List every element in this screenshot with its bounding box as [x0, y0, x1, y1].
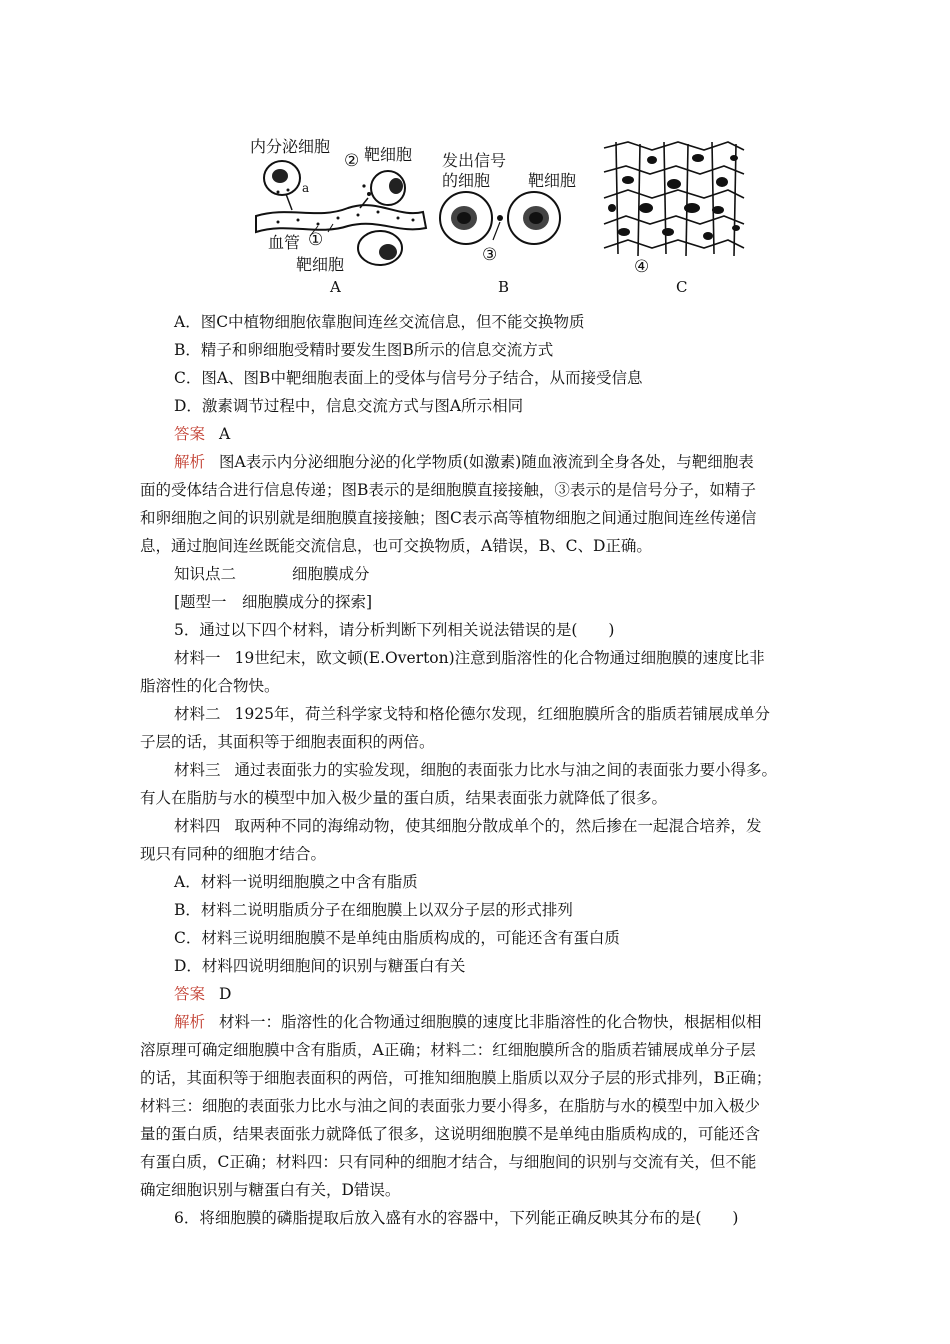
q4-answer-label: 答案	[174, 425, 206, 443]
knowledge-point-heading	[174, 564, 370, 584]
label-signal-a: a	[302, 181, 310, 195]
q5-option-b: B．材料二说明脂质分子在细胞膜上以双分子层的形式排列	[174, 901, 573, 919]
q5-material-1-line-1	[174, 648, 765, 668]
q5-material-4-line-1	[174, 816, 762, 836]
material-3-label: 材料三	[174, 761, 221, 779]
q5-analysis-line-3: 的话，其面积等于细胞表面积的两倍，可推知细胞膜上脂质以双分子层的形式排列，B正确；	[140, 1069, 772, 1087]
q5-analysis-line-6: 有蛋白质，C正确；材料四：只有同种的细胞才结合，与细胞间的识别与交流有关，但不能	[140, 1153, 757, 1171]
figure-svg	[248, 128, 750, 303]
cell-communication-figure	[248, 128, 750, 303]
material-4-text-1: 取两种不同的海绵动物，使其细胞分散成单个的，然后掺在一起混合培养，发	[234, 817, 762, 835]
material-4-label: 材料四	[174, 817, 221, 835]
q5-analysis-line-7: 确定细胞识别与糖蛋白有关，D错误。	[140, 1181, 401, 1199]
panel-c-drawing	[600, 140, 746, 296]
q5-analysis-line-2: 溶原理可确定细胞膜中含有脂质，A正确；材料二：红细胞膜所含的脂质若铺展成单分子层	[140, 1041, 756, 1059]
q4-analysis-text-1: 图A表示内分泌细胞分泌的化学物质(如激素)随血液流到全身各处，与靶细胞表	[219, 453, 754, 471]
panel-a-drawing	[250, 137, 426, 296]
q4-analysis-label: 解析	[174, 453, 206, 471]
q5-stem: 5．通过以下四个材料，请分析判断下列相关说法错误的是( )	[174, 621, 615, 639]
q5-material-2-line-2: 子层的话，其面积等于细胞表面积的两倍。	[140, 733, 435, 751]
label-num-2: ②	[344, 151, 360, 171]
q4-answer	[174, 424, 230, 444]
q5-material-2-line-1	[174, 704, 770, 724]
q4-option-d: D．激素调节过程中，信息交流方式与图A所示相同	[174, 397, 524, 415]
q5-material-1-line-2: 脂溶性的化合物快。	[140, 677, 280, 695]
label-signal-cell-line2: 的细胞	[442, 171, 491, 190]
q5-material-3-line-1	[174, 760, 777, 780]
material-2-text-1: 1925年，荷兰科学家戈特和格伦德尔发现，红细胞膜所含的脂质若铺展成单分	[234, 705, 770, 723]
label-blood-vessel: 血管	[268, 233, 301, 252]
q4-analysis-line-3: 和卵细胞之间的识别就是细胞膜直接接触；图C表示高等植物细胞之间通过胞间连丝传递信	[140, 509, 757, 527]
label-target-cell-a-top: 靶细胞	[364, 145, 413, 164]
label-num-1: ①	[308, 230, 324, 250]
q4-analysis-line-4: 息，通过胞间连丝既能交流信息，也可交换物质，A错误，B、C、D正确。	[140, 537, 652, 555]
label-target-cell-b: 靶细胞	[528, 171, 577, 190]
q5-analysis-text-1: 材料一：脂溶性的化合物通过细胞膜的速度比非脂溶性的化合物快，根据相似相	[219, 1013, 762, 1031]
q4-answer-value: A	[219, 425, 231, 443]
q6-stem: 6．将细胞膜的磷脂提取后放入盛有水的容器中，下列能正确反映其分布的是( )	[174, 1209, 739, 1227]
material-1-label: 材料一	[174, 649, 221, 667]
knowledge-point-title: 细胞膜成分	[292, 565, 370, 583]
label-endocrine-cell: 内分泌细胞	[250, 137, 331, 156]
q5-analysis-label: 解析	[174, 1013, 206, 1031]
label-panel-a: A	[330, 278, 341, 296]
material-3-text-1: 通过表面张力的实验发现，细胞的表面张力比水与油之间的表面张力要小得多。	[234, 761, 778, 779]
label-panel-b: B	[498, 278, 510, 296]
q4-analysis-line-2: 面的受体结合进行信息传递；图B表示的是细胞膜直接接触，③表示的是信号分子，如精子	[140, 481, 756, 499]
q5-answer-value: D	[219, 985, 232, 1003]
material-2-label: 材料二	[174, 705, 221, 723]
q5-option-a: A．材料一说明细胞膜之中含有脂质	[174, 873, 418, 891]
q5-material-3-line-2: 有人在脂肪与水的模型中加入极少量的蛋白质，结果表面张力就降低了很多。	[140, 789, 668, 807]
q5-analysis-line-1	[174, 1012, 762, 1032]
q5-analysis-line-4: 材料三：细胞的表面张力比水与油之间的表面张力要小得多，在脂肪与水的模型中加入极少	[140, 1097, 761, 1115]
q5-option-c: C．材料三说明细胞膜不是单纯由脂质构成的，可能还含有蛋白质	[174, 929, 620, 947]
q5-option-d: D．材料四说明细胞间的识别与糖蛋白有关	[174, 957, 466, 975]
knowledge-point-label: 知识点二	[174, 565, 237, 583]
blood-vessel-shape	[256, 205, 426, 232]
question-type-heading: [题型一 细胞膜成分的探索]	[174, 593, 373, 611]
q4-option-a: A．图C中植物细胞依靠胞间连丝交流信息，但不能交换物质	[174, 313, 585, 331]
label-num-3: ③	[482, 245, 498, 265]
panel-b-drawing	[440, 151, 576, 296]
endocrine-nucleus-shape	[272, 169, 288, 183]
label-target-cell-a-bottom: 靶细胞	[296, 255, 345, 274]
label-signal-cell-line1: 发出信号	[442, 151, 507, 170]
label-num-4: ④	[634, 257, 650, 277]
q5-answer-label: 答案	[174, 985, 206, 1003]
material-1-text-1: 19世纪末，欧文顿(E.Overton)注意到脂溶性的化合物通过细胞膜的速度比非	[234, 649, 765, 667]
q4-option-b: B．精子和卵细胞受精时要发生图B所示的信息交流方式	[174, 341, 554, 359]
q5-answer	[174, 984, 231, 1004]
q4-analysis-line-1	[174, 452, 754, 472]
q5-material-4-line-2: 现只有同种的细胞才结合。	[140, 845, 327, 863]
q5-analysis-line-5: 量的蛋白质，结果表面张力就降低了很多，这说明细胞膜不是单纯由脂质构成的，可能还含	[140, 1125, 761, 1143]
q4-option-c: C．图A、图B中靶细胞表面上的受体与信号分子结合，从而接受信息	[174, 369, 643, 387]
label-panel-c: C	[676, 278, 688, 296]
